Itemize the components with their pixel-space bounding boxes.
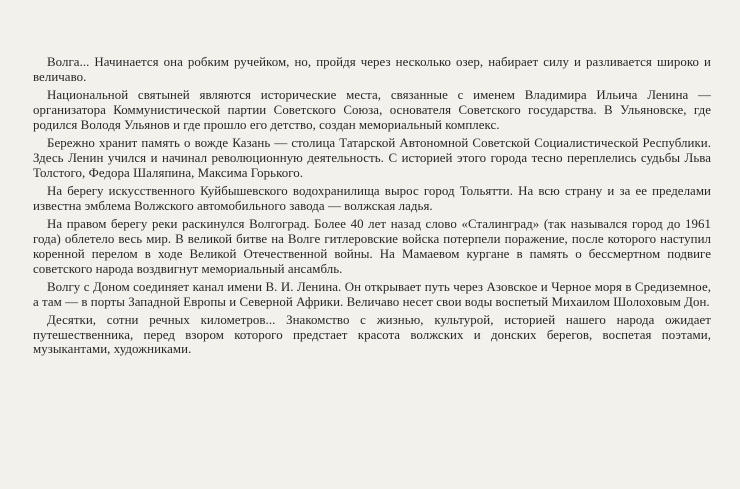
paragraph-volga-don-canal: Волгу с Доном соединяет канал имени В. И. Ленина. Он открывает путь через Азовское и Черное моря в Средиземное, а там — в порты Западной Европы и Северной Африки. Величаво несет свои воды воспетый Михаилом Шолоховым Дон. (33, 279, 711, 309)
paragraph-volgograd: На правом берегу реки раскинулся Волгоград. Более 40 лет назад слово «Сталинград» (так назывался город до 1961 года) облетело весь мир. В великой битве на Волге гитлеровские войска потерпели поражение, после которого наступил коренной перелом в ходе Великой Отечественной войны. На Мамаевом кургане в память о бессмертном подвиге советского народа воздвигнут мемориальный ансамбль. (33, 216, 711, 276)
paragraph-togliatti: На берегу искусственного Куйбышевского водохранилища вырос город Тольятти. На всю страну и за ее пределами известна эмблема Волжского автомобильного завода — волжская ладья. (33, 183, 711, 213)
body-text (33, 55, 711, 361)
paragraph-volga-intro: Волга... Начинается она робким ручейком, но, пройдя через несколько озер, набирает силу и разливается широко и величаво. (33, 55, 711, 84)
paragraph-river-kilometers: Десятки, сотни речных километров... Знакомство с жизнью, культурой, историей нашего народа ожидает путешественника, перед взором которого предстает красота волжских и донских берегов, воспетая поэтами, музыкантами, художниками. (33, 312, 711, 357)
paragraph-kazan: Бережно хранит память о вожде Казань — столица Татарской Автономной Советской Социалистической Республики. Здесь Ленин учился и начинал революционную деятельность. С историей этого города тесно переплелись судьбы Льва Толстого, Федора Шаляпина, Максима Горького. (33, 135, 711, 180)
paragraph-ulyanovsk: Национальной святыней являются исторические места, связанные с именем Владимира Ильича Ленина — организатора Коммунистической партии Советского Союза, основателя Советского государства. В Ульяновске, где родился Володя Ульянов и где прошло его детство, создан мемориальный комплекс. (33, 88, 711, 132)
